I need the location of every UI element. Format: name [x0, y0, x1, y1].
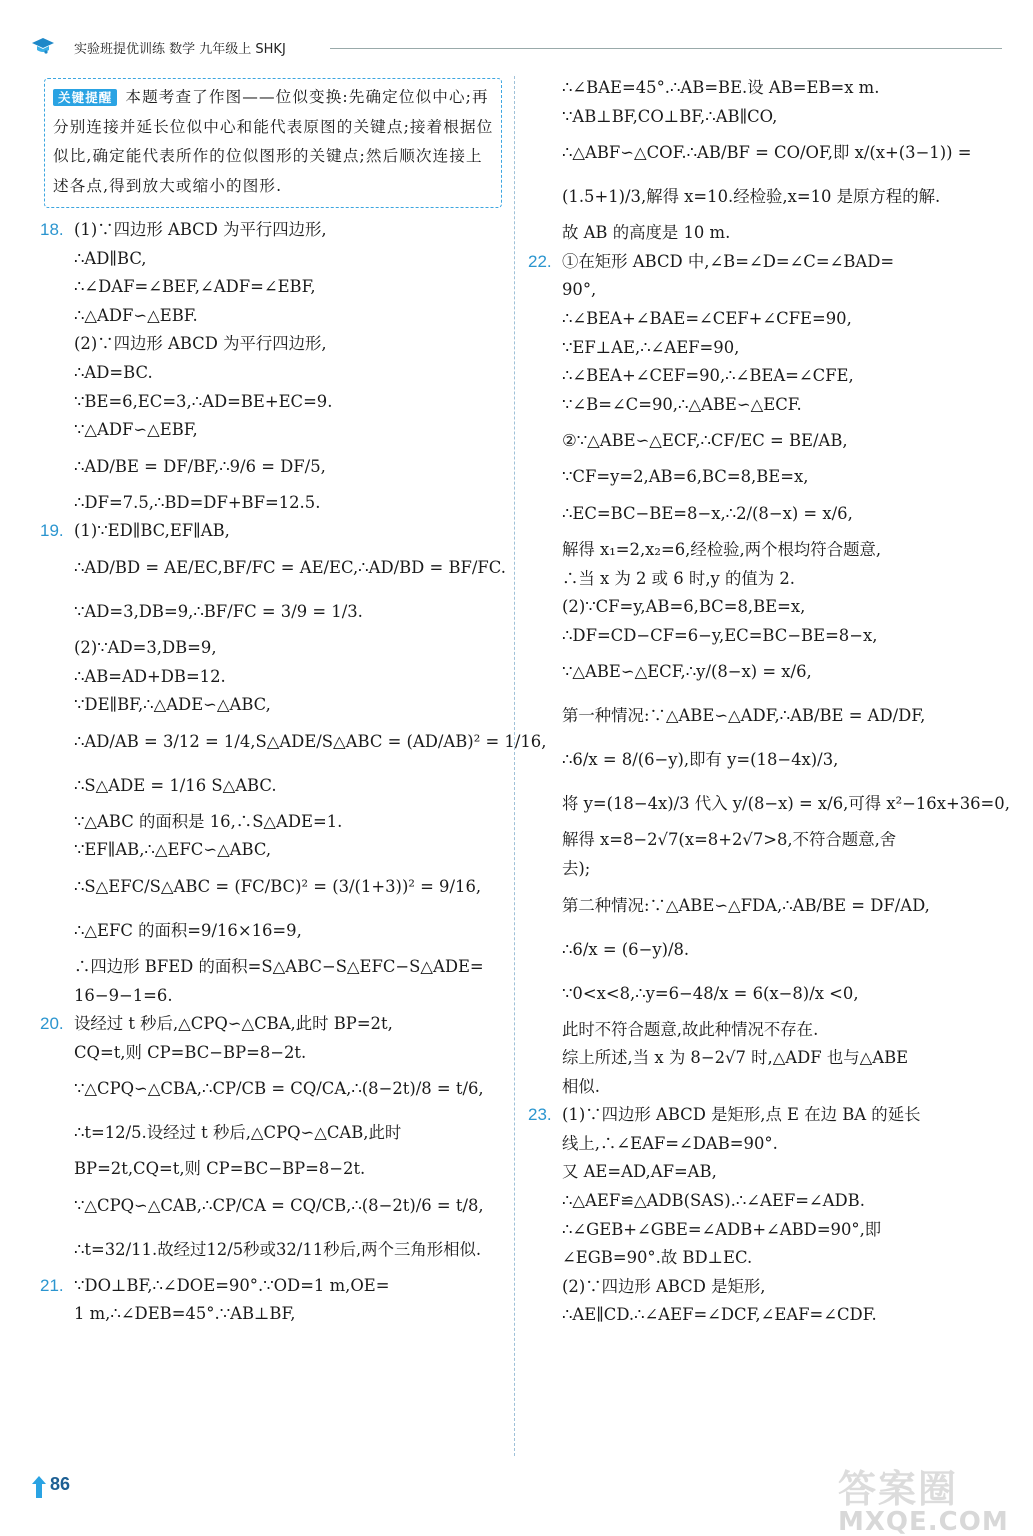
problem-number: 23.	[528, 1105, 552, 1125]
problem	[40, 1010, 510, 1272]
watermark-cn: 答案圈	[838, 1467, 959, 1511]
solution-line: 将 y=(18−4x)/3 代入 y/(8−x) = x/6,可得 x²−16x+36=0,	[562, 794, 1010, 814]
solution-line: ∴AD=BC.	[74, 362, 153, 382]
solution-line: ∴△AEF≌△ADB(SAS).∴∠AEF=∠ADB.	[562, 1191, 865, 1211]
problem	[40, 517, 547, 1010]
solution-line: ∵DO⊥BF,∴∠DOE=90°.∵OD=1 m,OE=	[74, 1275, 390, 1295]
solution-line: (2)∵AD=3,DB=9,	[74, 637, 217, 657]
solution-line: ∵BE=6,EC=3,∴AD=BE+EC=9.	[74, 391, 333, 411]
solution-line: ∴6/x = (6−y)/8.	[562, 939, 690, 959]
solution-line: 综上所述,当 x 为 8−2√7 时,△ADF 也与△ABE	[562, 1048, 909, 1068]
problem-body	[562, 74, 998, 248]
solution-line: (2)∵CF=y,AB=6,BC=8,BE=x,	[562, 597, 806, 617]
problem	[528, 1101, 998, 1330]
solution-line: ∵△ABE∽△ECF,∴y/(8−x) = x/6,	[562, 662, 812, 682]
solution-line: (2)∵四边形 ABCD 是矩形,	[562, 1276, 766, 1296]
problem-number: 21.	[40, 1275, 64, 1295]
solution-line: ∴AD/BE = DF/BF,∴9/6 = DF/5,	[74, 456, 326, 476]
solution-line: ∵△CPQ∽△CAB,∴CP/CA = CQ/CB,∴(8−2t)/6 = t/8,	[74, 1195, 484, 1215]
header-title: 实验班提优训练 数学 九年级上 SHKJ	[74, 42, 286, 57]
problem-number: 18.	[40, 220, 64, 239]
problem-number: 20.	[40, 1014, 64, 1034]
solution-line: ∵AD=3,DB=9,∴BF/FC = 3/9 = 1/3.	[74, 601, 363, 621]
right-problem-list	[528, 74, 1010, 1330]
problem	[40, 216, 510, 517]
key-tip-text: 本题考查了作图——位似变换:先确定位似中心;再分别连接并延长位似中心和能代表原图的关键点;接着根据位似比,确定能代表所作的位似图形的关键点;然后顺次连接上述各点,得到放大或缩小的图形.	[53, 88, 494, 195]
key-tip-label: 关键提醒	[53, 89, 117, 106]
solution-line: ∴AD/BD = AE/EC,BF/FC = AE/EC,∴AD/BD = BF/FC.	[74, 557, 506, 577]
solution-line: ∵EF∥AB,∴△EFC∽△ABC,	[74, 840, 272, 860]
solution-line: 此时不符合题意,故此种情况不存在.	[562, 1019, 819, 1039]
solution-line: 又 AE=AD,AF=AB,	[562, 1162, 717, 1182]
solution-line: ∵DE∥BF,∴△ADE∽△ABC,	[74, 695, 271, 715]
solution-line: 16−9−1=6.	[74, 985, 173, 1005]
solution-line: ∵△ADF∽△EBF,	[74, 420, 198, 440]
solution-line: ∴AE∥CD.∴∠AEF=∠DCF,∠EAF=∠CDF.	[562, 1305, 877, 1325]
solution-line: BP=2t,CQ=t,则 CP=BC−BP=8−2t.	[74, 1159, 366, 1179]
problem-body	[562, 248, 1010, 1102]
solution-line: ∵∠B=∠C=90,∴△ABE∽△ECF.	[562, 394, 802, 414]
solution-line: ∴AB=AD+DB=12.	[74, 666, 226, 686]
solution-line: ∴∠GEB+∠GBE=∠ADB+∠ABD=90°,即	[562, 1219, 882, 1239]
solution-line: (1)∵四边形 ABCD 是矩形,点 E 在边 BA 的延长	[562, 1105, 921, 1125]
solution-line: ∵CF=y=2,AB=6,BC=8,BE=x,	[562, 467, 809, 487]
solution-line: ∵0<x<8,∴y=6−48/x = 6(x−8)/x <0,	[562, 983, 859, 1003]
solution-line: ∴∠BAE=45°.∴AB=BE.设 AB=EB=x m.	[562, 78, 880, 97]
solution-line: 相似.	[562, 1076, 600, 1096]
solution-line: ∴△ADF∽△EBF.	[74, 305, 198, 325]
problem	[40, 1272, 510, 1329]
problem	[528, 248, 1010, 1102]
solution-line: ∴t=32/11.故经过12/5秒或32/11秒后,两个三角形相似.	[74, 1239, 482, 1259]
solution-line: (1)∵四边形 ABCD 为平行四边形,	[74, 220, 327, 239]
solution-line: CQ=t,则 CP=BC−BP=8−2t.	[74, 1042, 307, 1062]
solution-line: ∴DF=CD−CF=6−y,EC=BC−BE=8−x,	[562, 625, 878, 645]
solution-line: 90°,	[562, 280, 597, 300]
problem-body	[74, 517, 547, 1010]
solution-line: 设经过 t 秒后,△CPQ∽△CBA,此时 BP=2t,	[74, 1014, 393, 1034]
solution-line: 第二种情况:∵△ABE∽△FDA,∴AB/BE = DF/AD,	[562, 895, 930, 915]
solution-line: ∴AD/AB = 3/12 = 1/4,S△ADE/S△ABC = (AD/AB)² = 1/16,	[74, 731, 547, 751]
solution-line: ∵EF⊥AE,∴∠AEF=90,	[562, 337, 740, 357]
right-column	[528, 74, 1010, 1330]
problem-number: 22.	[528, 251, 552, 271]
problem-body	[74, 216, 510, 517]
solution-line: ∠EGB=90°.故 BD⊥EC.	[562, 1248, 753, 1268]
problem	[528, 74, 998, 248]
solution-line: ∵△CPQ∽△CBA,∴CP/CB = CQ/CA,∴(8−2t)/8 = t/6,	[74, 1079, 484, 1099]
up-arrow-icon	[32, 1476, 46, 1498]
solution-line: ∴∠DAF=∠BEF,∠ADF=∠EBF,	[74, 277, 316, 297]
watermark-logo	[838, 1458, 1028, 1536]
key-tip-box	[44, 78, 502, 208]
solution-line: ∴∠BEA+∠CEF=90,∴∠BEA=∠CFE,	[562, 366, 854, 386]
solution-line: ①在矩形 ABCD 中,∠B=∠D=∠C=∠BAD=	[562, 251, 895, 271]
page-header	[30, 34, 980, 64]
page-number: 86	[50, 1474, 71, 1494]
solution-line: ∴∠BEA+∠BAE=∠CEF+∠CFE=90,	[562, 308, 852, 328]
column-divider	[514, 76, 515, 1456]
solution-line: ∴△EFC 的面积=9/16×16=9,	[74, 920, 302, 940]
page-number-badge	[30, 1472, 90, 1500]
solution-line: 去);	[562, 858, 591, 878]
solution-line: ∴S△ADE = 1/16 S△ABC.	[74, 775, 277, 795]
solution-line: ②∵△ABE∽△ECF,∴CF/EC = BE/AB,	[562, 431, 848, 451]
solution-line: (1.5+1)/3,解得 x=10.经检验,x=10 是原方程的解.	[562, 187, 941, 207]
graduation-cap-icon	[30, 36, 56, 54]
solution-line: ∴AD∥BC,	[74, 248, 147, 268]
solution-line: (2)∵四边形 ABCD 为平行四边形,	[74, 334, 327, 354]
solution-line: ∵AB⊥BF,CO⊥BF,∴AB∥CO,	[562, 106, 778, 126]
solution-line: ∴△ABF∽△COF.∴AB/BF = CO/OF,即 x/(x+(3−1)) =	[562, 143, 972, 163]
solution-line: ∴t=12/5.设经过 t 秒后,△CPQ∽△CAB,此时	[74, 1123, 402, 1143]
solution-line: ∴DF=7.5,∴BD=DF+BF=12.5.	[74, 492, 321, 512]
problem-body	[562, 1101, 998, 1330]
solution-line: ∴当 x 为 2 或 6 时,y 的值为 2.	[562, 568, 796, 588]
problem-body	[74, 1010, 510, 1272]
problem-number: 19.	[40, 521, 64, 541]
watermark-url: MXQE.COM	[838, 1507, 1009, 1536]
solution-line: ∴S△EFC/S△ABC = (FC/BC)² = (3/(1+3))² = 9/16,	[74, 876, 482, 896]
solution-line: 解得 x=8−2√7(x=8+2√7>8,不符合题意,舍	[562, 830, 897, 850]
problem-body	[74, 1272, 510, 1329]
solution-line: 解得 x₁=2,x₂=6,经检验,两个根均符合题意,	[562, 539, 882, 559]
solution-line: 线上,∴∠EAF=∠DAB=90°.	[562, 1133, 778, 1153]
solution-line: ∴6/x = 8/(6−y),即有 y=(18−4x)/3,	[562, 750, 839, 770]
solution-line: 1 m,∴∠DEB=45°.∵AB⊥BF,	[74, 1304, 296, 1324]
solution-line: ∵△ABC 的面积是 16,∴S△ADE=1.	[74, 811, 343, 831]
header-rule	[330, 48, 1002, 49]
solution-line: (1)∵ED∥BC,EF∥AB,	[74, 521, 230, 541]
solution-line: ∴四边形 BFED 的面积=S△ABC−S△EFC−S△ADE=	[74, 956, 484, 976]
solution-line: 故 AB 的高度是 10 m.	[562, 223, 731, 243]
solution-line: 第一种情况:∵△ABE∽△ADF,∴AB/BE = AD/DF,	[562, 706, 926, 726]
solution-line: ∴EC=BC−BE=8−x,∴2/(8−x) = x/6,	[562, 503, 853, 523]
